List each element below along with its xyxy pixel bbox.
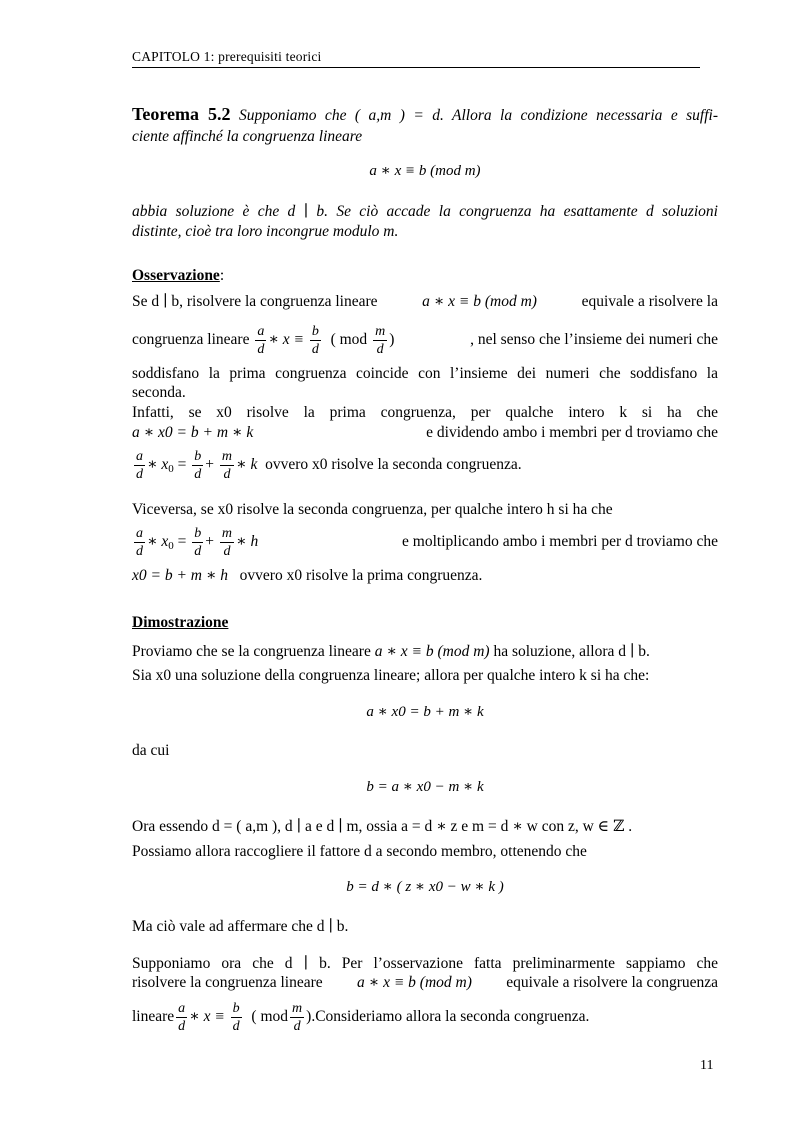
observation-l1b: equivale a risolvere la <box>581 293 718 310</box>
proof-p1b: ha soluzione, allora d ∣ b. <box>493 643 650 660</box>
theorem-line-1 <box>132 104 718 126</box>
proof-line-3: Ora essendo d = ( a,m ), d ∣ a e d ∣ m, ossia a = d ∗ z e m = d ∗ w con z, w ∈ ℤ . <box>132 818 633 835</box>
theorem-line-4: distinte, cioè tra loro incongrue modulo m. <box>132 223 399 240</box>
proof-heading-row <box>132 613 718 633</box>
observation-l9-eq: $\frac{a}{d}$ ∗ $x_0$ = $\frac{b}{d}$ + $\frac{m}{d}$ ∗ h <box>136 525 259 559</box>
observation-l2b: , nel senso che l’insieme dei numeri che <box>470 331 718 348</box>
observation-l1a: Se d ∣ b, risolvere la congruenza lineare <box>132 293 378 310</box>
observation-l2-left: congruenza lineare $\frac{a}{d}$ ∗ x ≡ $\frac{b}{d}$ ( mod $\frac{m}{d}$ ) <box>132 323 395 357</box>
fraction-b-d: $\frac{b}{d}$ <box>311 323 319 357</box>
observation-l7b: ovvero x0 risolve la seconda congruenza. <box>265 456 522 474</box>
observation-line-4: seconda. <box>132 384 186 401</box>
theorem-line-2: ciente affinché la congruenza lineare <box>132 128 363 145</box>
chapter-header: CAPITOLO 1: prerequisiti teorici <box>132 49 700 68</box>
observation-line-1 <box>132 292 718 312</box>
observation-l6b: e dividendo ambo i membri per d troviamo che <box>426 424 718 441</box>
observation-heading-row <box>132 266 718 286</box>
observation-line-7: $\frac{a}{d}$ ∗ $x_0$ = $\frac{b}{d}$ + $\frac{m}{d}$ ∗ k ovvero x0 risolve la seconda congruenza. <box>136 449 522 482</box>
proof-p8a: lineare <box>132 1008 175 1026</box>
observation-l6-equation: a ∗ x0 = b + m ∗ k <box>132 424 254 441</box>
proof-equation-2: b = a ∗ x0 − m ∗ k <box>366 779 484 795</box>
observation-l1-equation: a ∗ x ≡ b (mod m) <box>422 293 537 310</box>
observation-line-2 <box>132 320 718 360</box>
observation-line-3: soddisfano la prima congruenza coincide con l’insieme dei numeri che soddisfano la <box>132 365 718 382</box>
theorem-equation: a ∗ x ≡ b (mod m) <box>369 163 481 179</box>
proof-dacui: da cui <box>132 742 170 759</box>
fraction-m-d: $\frac{m}{d}$ <box>375 323 386 357</box>
proof-line-6: Supponiamo ora che d ∣ b. Per l’osservazione fatta preliminarmente sappiamo che <box>132 955 718 972</box>
observation-line-10 <box>132 566 718 586</box>
proof-line-2: Sia x0 una soluzione della congruenza lineare; allora per qualche intero k si ha che: <box>132 667 650 684</box>
proof-equation-3: b = d ∗ ( z ∗ x0 − w ∗ k ) <box>346 879 504 895</box>
observation-line-6 <box>132 423 718 443</box>
proof-equation-1: a ∗ x0 = b + m ∗ k <box>366 704 484 720</box>
observation-l10-equation: x0 = b + m ∗ h <box>132 567 229 584</box>
theorem-text-1: Supponiamo che ( a,m ) = d. Allora la condizione necessaria e suffi- <box>239 107 719 124</box>
proof-line-7 <box>132 973 718 993</box>
observation-line-9 <box>132 522 718 562</box>
observation-line-8: Viceversa, se x0 risolve la seconda congruenza, per qualche intero h si ha che <box>132 501 613 518</box>
page-number: 11 <box>700 1058 714 1073</box>
proof-line-4: Possiamo allora raccogliere il fattore d a secondo membro, ottenendo che <box>132 843 587 860</box>
theorem-line-3: abbia soluzione è che d ∣ b. Se ciò accade la congruenza ha esattamente d soluzioni <box>132 203 718 220</box>
observation-colon: : <box>219 267 225 284</box>
observation-line-5: Infatti, se x0 risolve la prima congruenza, per qualche intero k si ha che <box>132 404 718 421</box>
proof-p7-equation: a ∗ x ≡ b (mod m) <box>357 974 472 991</box>
theorem-title: Teorema 5.2 <box>132 104 231 124</box>
proof-p7a: risolvere la congruenza lineare <box>132 974 323 991</box>
proof-p1-equation: a ∗ x ≡ b (mod m) <box>374 643 490 660</box>
proof-p8b: .Consideriamo allora la seconda congruenza. <box>311 1008 590 1026</box>
proof-p1a: Proviamo che se la congruenza lineare <box>132 643 371 660</box>
proof-line-8: lineare $\frac{a}{d}$ ∗ x ≡ $\frac{b}{d}$ ( mod $\frac{m}{d}$ ).Consideriamo allora la seconda congruenza. <box>132 1001 590 1034</box>
observation-l10b: ovvero x0 risolve la prima congruenza. <box>239 567 483 584</box>
observation-l2a: congruenza lineare <box>132 330 250 348</box>
proof-p7b: equivale a risolvere la congruenza <box>506 974 718 991</box>
observation-l9b: e moltiplicando ambo i membri per d troviamo che <box>402 533 718 550</box>
observation-heading: Osservazione <box>132 267 220 284</box>
proof-line-5: Ma ciò vale ad affermare che d ∣ b. <box>132 918 349 935</box>
fraction-a-d: $\frac{a}{d}$ <box>257 323 265 357</box>
proof-heading: Dimostrazione <box>132 614 229 631</box>
proof-line-1 <box>132 642 718 662</box>
